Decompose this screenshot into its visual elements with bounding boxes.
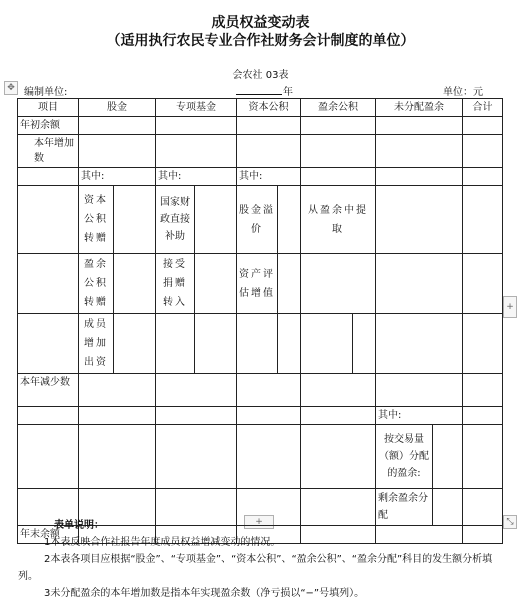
table-cell[interactable]	[463, 135, 503, 168]
sub-label-asset-revaluation: 资产评估增值	[237, 254, 278, 314]
add-column-icon[interactable]: +	[503, 296, 517, 318]
sub-label-surplus-reserve-transfer: 盈余公积转赠	[79, 254, 114, 314]
table-cell[interactable]	[278, 314, 301, 374]
table-cell[interactable]	[376, 168, 463, 186]
table-cell[interactable]	[376, 254, 463, 314]
table-cell[interactable]	[463, 117, 503, 135]
sub-label-distribution-by-trade: 按交易量（额）分配的盈余:	[376, 425, 433, 489]
column-header: 盈余公积	[301, 99, 376, 117]
table-cell[interactable]	[376, 135, 463, 168]
table-cell[interactable]	[301, 168, 376, 186]
sub-label-capital-reserve-transfer: 资本公积转赠	[79, 186, 114, 254]
table-cell[interactable]	[237, 407, 301, 425]
table-cell[interactable]	[18, 254, 79, 314]
column-header: 未分配盈余	[376, 99, 463, 117]
table-cell[interactable]	[301, 374, 376, 407]
table-cell[interactable]	[433, 425, 463, 489]
table-cell[interactable]	[463, 407, 503, 425]
table-cell[interactable]	[156, 314, 195, 374]
table-cell[interactable]	[114, 314, 156, 374]
table-cell[interactable]	[114, 186, 156, 254]
table-cell[interactable]	[376, 117, 463, 135]
table-cell[interactable]	[114, 254, 156, 314]
year-label: 年	[283, 87, 293, 98]
column-header: 项目	[18, 99, 79, 117]
row-label-year-begin: 年初余额	[18, 117, 79, 135]
row-label-year-end: 年末余额	[18, 526, 79, 544]
reporting-unit-label: 编制单位:	[24, 87, 68, 98]
table-cell[interactable]	[79, 407, 156, 425]
table-cell[interactable]	[156, 117, 237, 135]
note-item: 2本表各项目应根据“股金”、“专项基金”、“资本公积”、“盈余公积”、“盈余分配”科目的发生额分析填列。	[18, 554, 493, 582]
table-cell[interactable]	[156, 374, 237, 407]
table-cell[interactable]	[79, 374, 156, 407]
year-blank-field[interactable]	[236, 83, 282, 95]
sub-label-share-premium: 股金溢价	[237, 186, 278, 254]
notes-heading: 表单说明：	[54, 520, 104, 531]
table-cell[interactable]	[18, 314, 79, 374]
table-cell[interactable]	[79, 117, 156, 135]
sub-label-remaining-distribution: 剩余盈余分配	[376, 489, 433, 526]
row-label-increase: 本年增加数	[18, 135, 79, 168]
column-header: 股金	[79, 99, 156, 117]
resize-icon[interactable]: ⤡	[503, 515, 517, 529]
table-cell[interactable]	[237, 374, 301, 407]
table-cell[interactable]	[18, 186, 79, 254]
table-cell[interactable]	[301, 135, 376, 168]
table-cell[interactable]	[195, 254, 237, 314]
column-header: 专项基金	[156, 99, 237, 117]
table-cell[interactable]	[237, 135, 301, 168]
table-cell[interactable]	[237, 117, 301, 135]
table-cell[interactable]	[463, 374, 503, 407]
table-cell[interactable]	[278, 186, 301, 254]
table-cell[interactable]	[156, 407, 237, 425]
table-cell[interactable]	[18, 168, 79, 186]
equity-change-table	[17, 98, 503, 544]
table-cell[interactable]	[353, 314, 376, 374]
table-cell[interactable]	[301, 425, 376, 489]
among-label: 其中:	[237, 168, 301, 186]
table-cell[interactable]	[237, 314, 278, 374]
column-header: 合计	[463, 99, 503, 117]
table-cell[interactable]	[18, 407, 79, 425]
table-cell[interactable]	[18, 425, 79, 489]
report-subtitle: （适用执行农民专业合作社财务会计制度的单位）	[106, 33, 415, 49]
sub-label-donation: 接受捐赠转入	[156, 254, 195, 314]
table-cell[interactable]	[301, 254, 376, 314]
table-cell[interactable]	[156, 425, 237, 489]
sub-label-from-surplus: 从盈余中提取	[301, 186, 376, 254]
table-cell[interactable]	[301, 314, 353, 374]
move-icon[interactable]: ✥	[4, 81, 18, 95]
among-label: 其中:	[156, 168, 237, 186]
note-item: 3未分配盈余的本年增加数是指本年实现盈余数（净亏损以“−”号填列）。	[44, 588, 365, 599]
table-cell[interactable]	[195, 314, 237, 374]
table-cell[interactable]	[301, 407, 376, 425]
table-cell[interactable]	[463, 314, 503, 374]
add-row-icon[interactable]: +	[244, 515, 274, 529]
table-cell[interactable]	[79, 135, 156, 168]
table-cell[interactable]	[237, 425, 301, 489]
table-cell[interactable]	[301, 117, 376, 135]
table-cell[interactable]	[376, 374, 463, 407]
table-cell[interactable]	[376, 314, 463, 374]
table-cell[interactable]	[156, 135, 237, 168]
table-cell[interactable]	[79, 425, 156, 489]
table-cell[interactable]	[463, 168, 503, 186]
sub-label-member-contribution: 成员增加出资	[79, 314, 114, 374]
report-title: 成员权益变动表	[211, 15, 310, 31]
table-cell[interactable]	[376, 186, 463, 254]
form-code: 会农社 03表	[232, 70, 289, 81]
row-label-decrease: 本年减少数	[18, 374, 79, 407]
form-notes	[18, 517, 508, 602]
among-label: 其中:	[376, 407, 463, 425]
column-header: 资本公积	[237, 99, 301, 117]
sub-label-state-subsidy: 国家财政直接补助	[156, 186, 195, 254]
table-cell[interactable]	[463, 186, 503, 254]
table-cell[interactable]	[195, 186, 237, 254]
table-cell[interactable]	[463, 254, 503, 314]
among-label: 其中:	[79, 168, 156, 186]
table-cell[interactable]	[278, 254, 301, 314]
table-cell[interactable]	[463, 425, 503, 489]
currency-unit-label: 单位：元	[443, 87, 483, 98]
note-item: 1本表反映合作社报告年度成员权益增减变动的情况。	[44, 537, 281, 548]
